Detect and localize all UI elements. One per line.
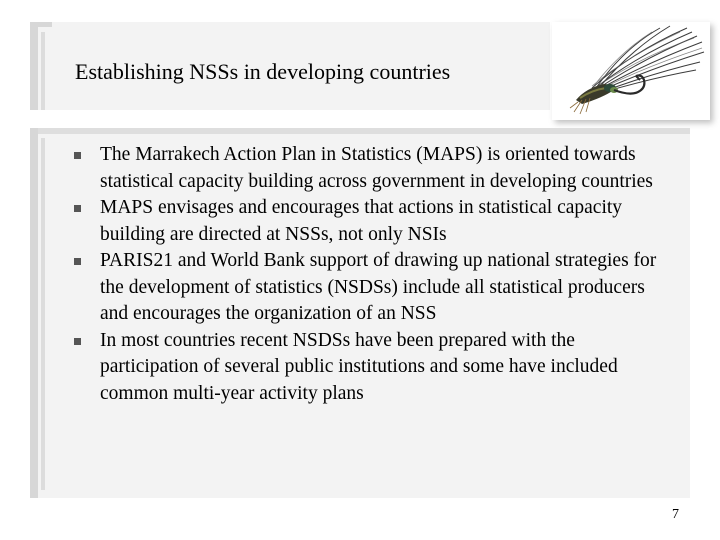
bullet-text: PARIS21 and World Bank support of drawing up national strategies for the development of statistics (NSDSs) include all statistical producers and encourages the organization of an NSS: [100, 250, 657, 324]
page-number: 7: [672, 507, 679, 522]
fishing-fly-icon: [552, 22, 710, 120]
bullet-square-icon: [74, 152, 81, 159]
fishing-fly-image: [552, 22, 710, 120]
slide-title: Establishing NSSs in developing countries: [75, 59, 451, 84]
list-item: [74, 328, 674, 408]
bullet-text: MAPS envisages and encourages that actions in statistical capacity building are directed at NSSs, not only NSIs: [100, 197, 623, 245]
bullet-text: The Marrakech Action Plan in Statistics (MAPS) is oriented towards statistical capacity building across government in developing countries: [100, 144, 653, 192]
list-item: [74, 195, 674, 248]
list-item: [74, 248, 674, 328]
title-band-edge: [30, 22, 38, 110]
content-band-top-edge: [30, 128, 690, 134]
content-band-edge-inner: [41, 138, 45, 490]
content-band-edge: [30, 128, 38, 498]
bullet-square-icon: [74, 205, 81, 212]
bullet-list: [74, 142, 674, 407]
bullet-text: In most countries recent NSDSs have been prepared with the participation of several public institutions and some have included common multi-year activity plans: [100, 329, 618, 404]
title-band-edge-inner: [41, 32, 45, 110]
title-band-corner: [30, 22, 52, 27]
list-item: [74, 142, 674, 195]
bullet-square-icon: [74, 338, 81, 345]
bullet-square-icon: [74, 258, 81, 265]
